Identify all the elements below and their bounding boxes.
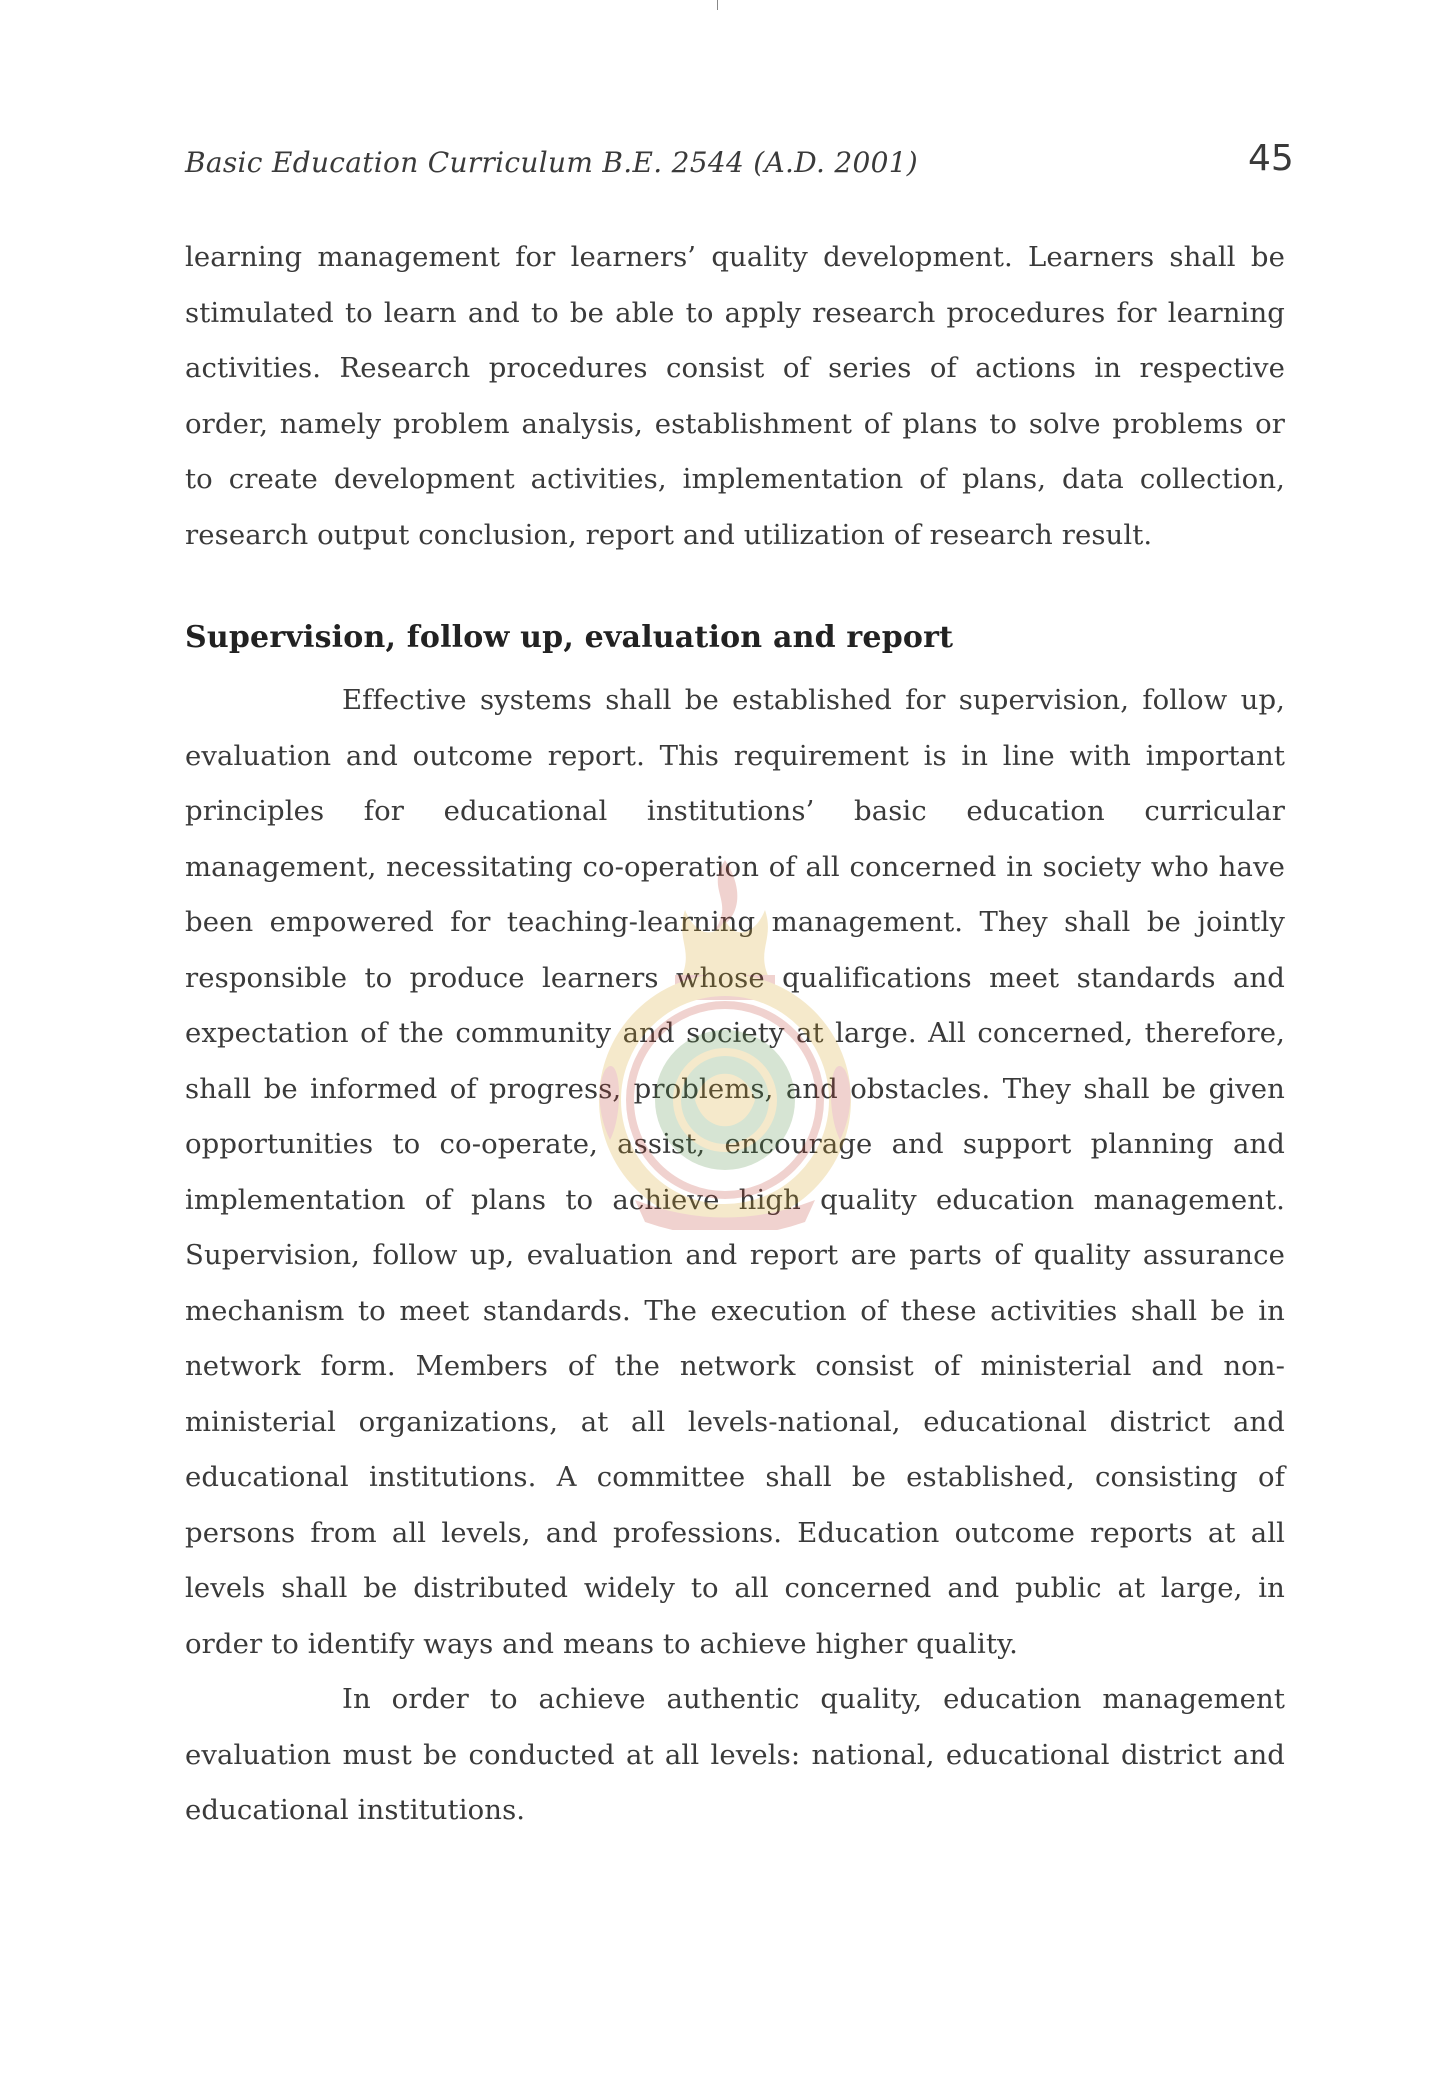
paragraph-text: learning management for learners’ quality development. Learners shall be stimulated to learn and to be able to apply research procedures for learning activities. Research procedures consist of series of actions in respective order, namely problem analysis, establishment of plans to solve problems or to create development activities, implementation of plans, data collection, research output conclusion, report and utilization of research result. [185,241,1285,551]
paragraph-supervision-1: Effective systems shall be established for supervision, follow up, evaluation and outcome report. This requirement is in line with important principles for educational institutions’ basic education curricular management, necessitating co-operation of all concerned in society who have been empowered for teaching-learning management. They shall be jointly responsible to produce learners whose qualifications meet standards and expectation of the community and society at large. All concerned, therefore, shall be informed of progress, problems, and obstacles. They shall be given opportunities to co-operate, assist, encourage and support planning and implementation of plans to achieve high quality education management. Supervision, follow up, evaluation and report are parts of quality assurance mechanism to meet standards. The execution of these activities shall be in network form. Members of the network consist of ministerial and non-ministerial organizations, at all levels-national, educational district and educational institutions. A committee shall be established, consisting of persons from all levels, and professions. Education outcome reports at all levels shall be distributed widely to all concerned and public at large, in order to identify ways and means to achieve higher quality. [185,684,1285,1660]
page-number: 45 [1248,138,1294,179]
body-paragraph-continuation [185,230,1285,563]
running-header-title: Basic Education Curriculum B.E. 2544 (A.D. 2001) [185,146,919,179]
section-heading: Supervision, follow up, evaluation and report [185,620,954,655]
crop-mark [717,0,718,10]
section-body [185,673,1285,1839]
paragraph-supervision-2: In order to achieve authentic quality, education management evaluation must be conducted at all levels: national, educational district and educational institutions. [185,1683,1285,1826]
